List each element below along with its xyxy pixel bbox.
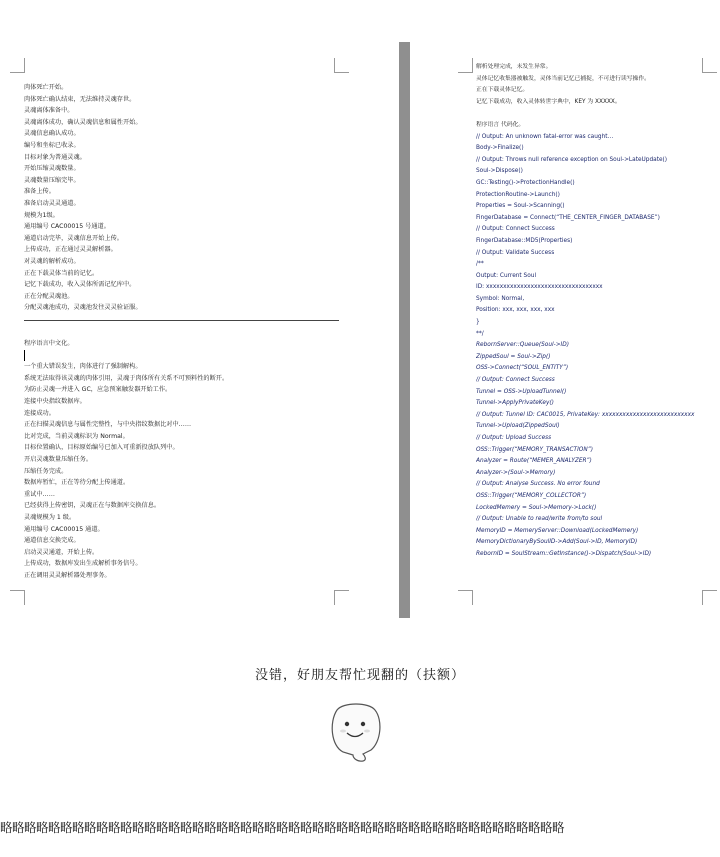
document-line: Tunnel->Upload(ZippedSoul) — [476, 423, 560, 430]
document-line: } — [476, 319, 480, 326]
document-line: 准备启动灵灵通道。 — [24, 199, 80, 207]
document-line: 目标对象为普通灵魂。 — [24, 153, 86, 161]
document-line: 数据库暂忙，正在等待分配上传通道。 — [24, 479, 130, 487]
page-text-lines[interactable] — [476, 62, 720, 561]
document-line: // Output: Connect Success — [476, 377, 555, 384]
page-divider — [399, 42, 410, 618]
crop-mark — [334, 590, 349, 605]
crop-mark — [10, 58, 25, 73]
document-line: 开始压缩灵魂数量。 — [24, 165, 80, 173]
document-line: // Output: Validate Success — [476, 249, 555, 256]
document-line: 程序语言 代码化。 — [476, 121, 525, 128]
document-line — [476, 108, 720, 120]
document-line: 目标位置确认，目标原始编号已加入可重新投放队列中。 — [24, 444, 179, 452]
document-line: Analyzer->(Soul->Memory) — [476, 469, 556, 476]
document-line — [24, 326, 339, 338]
caption-text: 没错，好朋友帮忙现翻的（扶额） — [254, 668, 465, 683]
document-line: OSS->Connect(“SOUL_ENTITY”) — [476, 365, 569, 372]
document-line: // Output: Connect Success — [476, 226, 555, 233]
document-line: 开启灵魂数量压缩任务。 — [24, 456, 93, 463]
smiley-sticker-icon — [323, 700, 389, 762]
document-line: Position: xxx, xxx, xxx, xxx — [476, 307, 555, 314]
document-line: Symbol: Normal, — [476, 295, 525, 302]
document-line: 为防止灵魂一并进入 GC，应急预案触发器开始工作。 — [24, 386, 172, 394]
document-line: MemoryID = MemeryServer::Download(LockedMemery) — [476, 527, 639, 534]
document-line: 连接成功。 — [24, 409, 55, 417]
document-line: Soul->Dispose() — [476, 168, 523, 175]
document-line: LockedMemery = Soul->Memory->Lock() — [476, 504, 597, 511]
document-line: FingerDatabase = Connect(“THE_CENTER_FINGER_DATABASE”) — [476, 214, 660, 221]
document-line: Body->Finalize() — [476, 145, 524, 152]
document-line: 已经获得上传密钥，灵魂正在与数据库交换信息。 — [24, 502, 161, 510]
document-line: // Output: Analyse Success. No error found — [476, 481, 600, 488]
document-line: 启动灵灵通道，开始上传。 — [24, 548, 99, 556]
document-line: 灵魂信息确认成功。 — [24, 130, 80, 138]
document-line: /** — [476, 261, 484, 268]
document-line: 记忆下载成功，收入灵体转世字典中，KEY 为 XXXXX。 — [476, 98, 621, 105]
document-line: 记忆下载成功，收入灵体所需记忆库中。 — [24, 281, 136, 289]
document-line: OSS::Trigger(“MEMORY_COLLECTOR”) — [476, 492, 587, 499]
document-line: 准备上传。 — [24, 188, 55, 196]
document-page-right — [410, 42, 720, 618]
document-line: Analyzer = Route(“MEMER_ANALYZER”) — [476, 458, 592, 465]
document-line: 通道启动完毕，灵魂信息开始上传。 — [24, 234, 123, 242]
document-line: 压缩任务完成。 — [24, 467, 68, 475]
document-line: // Output: Upload Success — [476, 435, 552, 441]
document-line: 通用编号 CAC00015 号通道。 — [24, 223, 110, 231]
document-line: FingerDatabase::MD5(Properties) — [476, 237, 573, 244]
document-line: 对灵魂的解析成功。 — [24, 257, 80, 265]
document-line: 正在下载灵体当前的记忆。 — [24, 269, 99, 277]
document-line: RebornID = SoulStream::GetInstance()->Dispatch(Soul->ID) — [476, 550, 652, 557]
document-line — [24, 350, 339, 362]
document-line: // Output: Unable to read/write from/to soul — [476, 516, 603, 523]
document-line: 通道信息交换完成。 — [24, 537, 80, 545]
crop-mark — [458, 590, 473, 605]
document-line: MemoryDictionaryBySoulID->Add(Soul->ID, MemoryID) — [476, 539, 638, 546]
document-line: Tunnel->ApplyPrivateKey() — [476, 400, 554, 407]
document-line: 比对完成，当前灵魂标识为 Normal。 — [24, 432, 129, 440]
document-page-left — [0, 42, 399, 618]
document-line: 规模为1级。 — [24, 211, 59, 219]
document-line: Properties = Soul->Scanning() — [476, 203, 565, 210]
document-line: **/ — [476, 330, 484, 337]
document-line — [24, 314, 339, 321]
ticker-text: 略略略略略略略略略略略略略略略略略略略略略略略略略略略略略略略略略略略略略略略略略略略略略略略 — [0, 820, 565, 835]
document-line: 重试中…… — [24, 490, 55, 498]
page-text-lines[interactable] — [24, 82, 339, 582]
document-line: 分配灵魂池成功，灵魂池发往灵灵验证服。 — [24, 304, 142, 312]
document-line: // Output: An unknown fatal-error was caught… — [476, 133, 614, 140]
document-line: 解析处理完成，未发生异常。 — [476, 64, 552, 70]
document-line: 上传成功，正在通过灵灵解析器。 — [24, 246, 117, 254]
document-line: RebornServer::Queue(Soul->ID) — [476, 342, 569, 349]
document-line: 灵魂数量压缩完毕。 — [24, 176, 80, 184]
crop-mark — [334, 58, 349, 73]
crop-mark — [10, 590, 25, 605]
document-line: 编号和坐标已收录。 — [24, 141, 80, 149]
document-line: 正在调用灵灵解析器处理事务。 — [24, 571, 111, 579]
document-line: 肉体死亡确认结束，无法维持灵魂存世。 — [24, 95, 136, 103]
document-line: 正在分配灵魂池。 — [24, 292, 74, 300]
document-line: 程序语言中文化。 — [24, 340, 74, 348]
document-line: 一个重大错误发生，肉体进行了强制解构。 — [24, 363, 142, 371]
document-line: 系统无法取得该灵魂的肉体引用，灵魂于肉体所有关系不可预料性的断开。 — [24, 374, 229, 382]
document-line: 正在下载灵体记忆。 — [476, 87, 529, 94]
document-line: // Output: Throws null reference exception on Soul->LateUpdate() — [476, 156, 668, 163]
document-line: 肉体死亡开始。 — [24, 84, 68, 91]
document-line: 灵魂规模为 1 级。 — [24, 513, 76, 521]
document-line: 上传成功，数据库发出生成解析事务信号。 — [24, 560, 142, 568]
document-line: // Output: Tunnel ID: CAC0015, PrivateKey: xxxxxxxxxxxxxxxxxxxxxxxxxxx — [476, 411, 695, 418]
document-line: 灵魂离体成功，确认灵魂信息和属性开始。 — [24, 118, 142, 126]
crop-mark — [458, 58, 473, 73]
document-line: ZippedSoul = Soul->Zip() — [476, 353, 551, 360]
document-line: 灵体记忆收集器被触发，灵体当前记忆已捕捉，不可进行读写操作。 — [476, 75, 650, 82]
document-line: 连接中央指纹数据库。 — [24, 398, 86, 406]
document-line: 灵魂离体准备中。 — [24, 107, 74, 115]
document-line: GC::Testing()->ProtectionHandle() — [476, 179, 575, 186]
document-line: ID: xxxxxxxxxxxxxxxxxxxxxxxxxxxxxxxxxx — [476, 284, 603, 291]
crop-mark — [702, 590, 717, 605]
document-line: ProtectionRoutine->Launch() — [476, 191, 560, 198]
document-line: OSS::Trigger(“MEMORY_TRANSACTION”) — [476, 446, 593, 453]
document-line: Tunnel = OSS->UploadTunnel() — [476, 388, 567, 395]
document-line: Output: Current Soul — [476, 272, 537, 279]
document-line: 通用编号 CAC00015 通道。 — [24, 525, 104, 533]
document-line: 正在扫描灵魂信息与属性完整性，与中央指纹数据比对中…… — [24, 421, 192, 429]
